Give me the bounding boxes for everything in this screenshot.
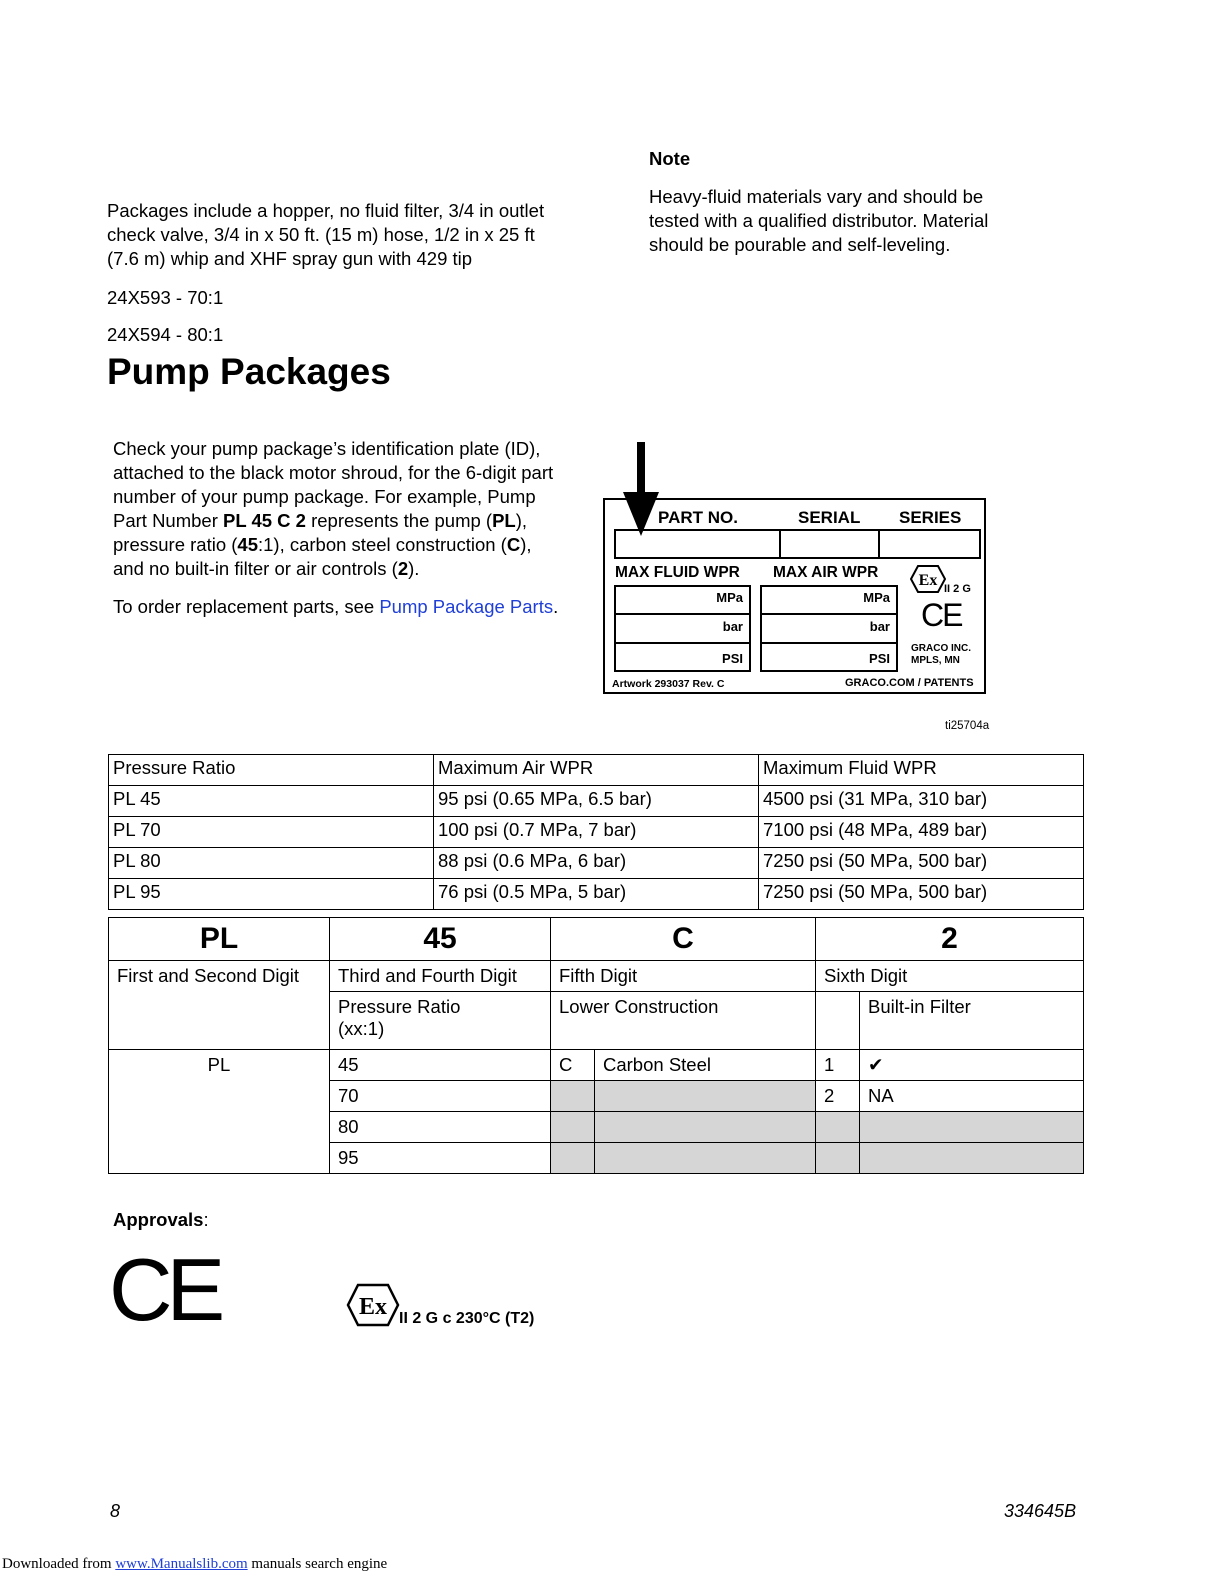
divider [760,642,898,644]
intro-line: and no built-in filter or air controls (2). [113,558,420,579]
plate-ex-class: II 2 G [944,583,971,595]
ce-mark-icon: CE [921,597,962,633]
table-cell: 76 psi (0.5 MPa, 5 bar) [434,879,759,910]
packages-line: check valve, 3/4 in x 50 ft. (15 m) hose, 1/2 in x 25 ft [107,224,535,245]
subheader-blank [816,992,860,1050]
empty-cell [551,1143,595,1174]
intro-line: pressure ratio (45:1), carbon steel construction (C), [113,534,532,555]
table-row [109,848,1084,879]
package-item: 24X593 - 70:1 [107,287,224,308]
intro-line: Check your pump package’s identification plate (ID), [113,438,541,459]
digit-row [109,961,1084,992]
ratio-cell: 70 [330,1081,551,1112]
digit-label: Third and Fourth Digit [330,961,551,992]
note-line: should be pourable and self-leveling. [649,234,951,255]
empty-cell [816,1143,860,1174]
filter-code-cell: 1 [816,1050,860,1081]
table-cell: 95 psi (0.65 MPa, 6.5 bar) [434,786,759,817]
unit-label: MPa [863,590,890,605]
lower-name-cell: Carbon Steel [595,1050,816,1081]
unit-label: bar [722,619,743,634]
plate-max-fluid: MAX FLUID WPR [615,564,740,581]
plate-web: GRACO.COM / PATENTS [845,677,974,689]
plate-serial: SERIAL [798,508,861,527]
ex-rating: II 2 G c 230°C (T2) [399,1310,535,1327]
table-row [109,786,1084,817]
table-cell: 7100 psi (48 MPa, 489 bar) [759,817,1084,848]
table-cell: PL 45 [109,786,434,817]
subheader-filter: Built-in Filter [860,992,1084,1050]
code-cell: PL [109,918,330,961]
pressure-ratio-table [108,754,1084,910]
table-row [109,1050,1084,1081]
table-cell: 7250 psi (50 MPa, 500 bar) [759,848,1084,879]
filter-value-cell: NA [860,1081,1084,1112]
part-number-code-table [108,917,1084,1174]
packages-line: Packages include a hopper, no fluid filter, 3/4 in outlet [107,200,545,221]
filter-value-cell: ✔ [860,1050,1084,1081]
svg-text:Ex: Ex [358,1294,388,1320]
filter-code-cell: 2 [816,1081,860,1112]
ce-mark-icon: CE [109,1240,220,1339]
plate-part-no: PART NO. [658,508,738,527]
digit-label: Fifth Digit [551,961,816,992]
ratio-cell: 45 [330,1050,551,1081]
plate-maker: GRACO INC. [911,643,971,654]
table-cell: 100 psi (0.7 MPa, 7 bar) [434,817,759,848]
table-header-row [109,755,1084,786]
ratio-cell: 80 [330,1112,551,1143]
intro-line: Part Number PL 45 C 2 represents the pump (PL), [113,510,528,531]
table-row [109,879,1084,910]
download-note: Downloaded from www.Manualslib.com manuals search engine [2,1556,388,1572]
table-row [109,817,1084,848]
series-box [878,529,981,559]
empty-cell [860,1143,1084,1174]
document-number: 334645B [1004,1501,1077,1521]
code-row [109,918,1084,961]
id-plate [603,498,986,694]
empty-cell [551,1081,595,1112]
table-cell: PL 95 [109,879,434,910]
unit-label: bar [869,619,890,634]
ratio-cell: 95 [330,1143,551,1174]
plate-maker-city: MPLS, MN [911,655,960,666]
digit-label: First and Second Digit [109,961,330,1050]
plate-series: SERIES [899,508,962,527]
divider [614,642,751,644]
ex-hexagon-icon [346,1283,400,1327]
unit-label: MPa [716,590,743,605]
manualslib-link[interactable]: www.Manualslib.com [115,1556,248,1572]
code-cell: C [551,918,816,961]
table-cell: 88 psi (0.6 MPa, 6 bar) [434,848,759,879]
note-line: tested with a qualified distributor. Material [649,210,989,231]
table-cell: PL 70 [109,817,434,848]
empty-cell [595,1143,816,1174]
part-no-box [614,529,781,559]
page-number: 8 [110,1501,121,1521]
table-header: Maximum Fluid WPR [759,755,1084,786]
note-text [649,185,988,257]
note-line: Heavy-fluid materials vary and should be [649,186,984,207]
code-cell: 45 [330,918,551,961]
table-header: Maximum Air WPR [434,755,759,786]
approvals-label: Approvals: [113,1209,209,1230]
section-title: Pump Packages [107,351,391,392]
table-cell: 4500 psi (31 MPa, 310 bar) [759,786,1084,817]
intro-paragraph [113,437,593,619]
note-heading: Note [649,148,691,169]
ex-hexagon-icon [910,564,946,594]
intro-line: number of your pump package. For example, Pump [113,486,536,507]
divider [760,613,898,615]
figure-ref: ti25704a [945,720,990,732]
empty-cell [816,1112,860,1143]
plate-max-air: MAX AIR WPR [773,564,879,581]
intro-line: attached to the black motor shroud, for the 6-digit part [113,462,554,483]
table-cell: 7250 psi (50 MPa, 500 bar) [759,879,1084,910]
svg-text:Ex: Ex [918,572,938,589]
empty-cell [595,1081,816,1112]
lower-code-cell: C [551,1050,595,1081]
plate-artwork: Artwork 293037 Rev. C [612,678,725,690]
divider [614,613,751,615]
empty-cell [551,1112,595,1143]
table-header: Pressure Ratio [109,755,434,786]
pl-cell: PL [109,1050,330,1174]
subheader-pressure: Pressure Ratio (xx:1) [330,992,551,1050]
digit-label: Sixth Digit [816,961,1084,992]
serial-box [779,529,880,559]
code-cell: 2 [816,918,1084,961]
subheader-lower: Lower Construction [551,992,816,1050]
empty-cell [860,1112,1084,1143]
order-line: To order replacement parts, see Pump Package Parts. [113,596,559,617]
packages-line: (7.6 m) whip and XHF spray gun with 429 tip [107,248,473,269]
pump-package-parts-link[interactable]: Pump Package Parts [379,596,554,617]
empty-cell [595,1112,816,1143]
unit-label: PSI [869,651,890,666]
package-item: 24X594 - 80:1 [107,324,224,345]
unit-label: PSI [722,651,743,666]
table-cell: PL 80 [109,848,434,879]
packages-paragraph [107,199,544,271]
